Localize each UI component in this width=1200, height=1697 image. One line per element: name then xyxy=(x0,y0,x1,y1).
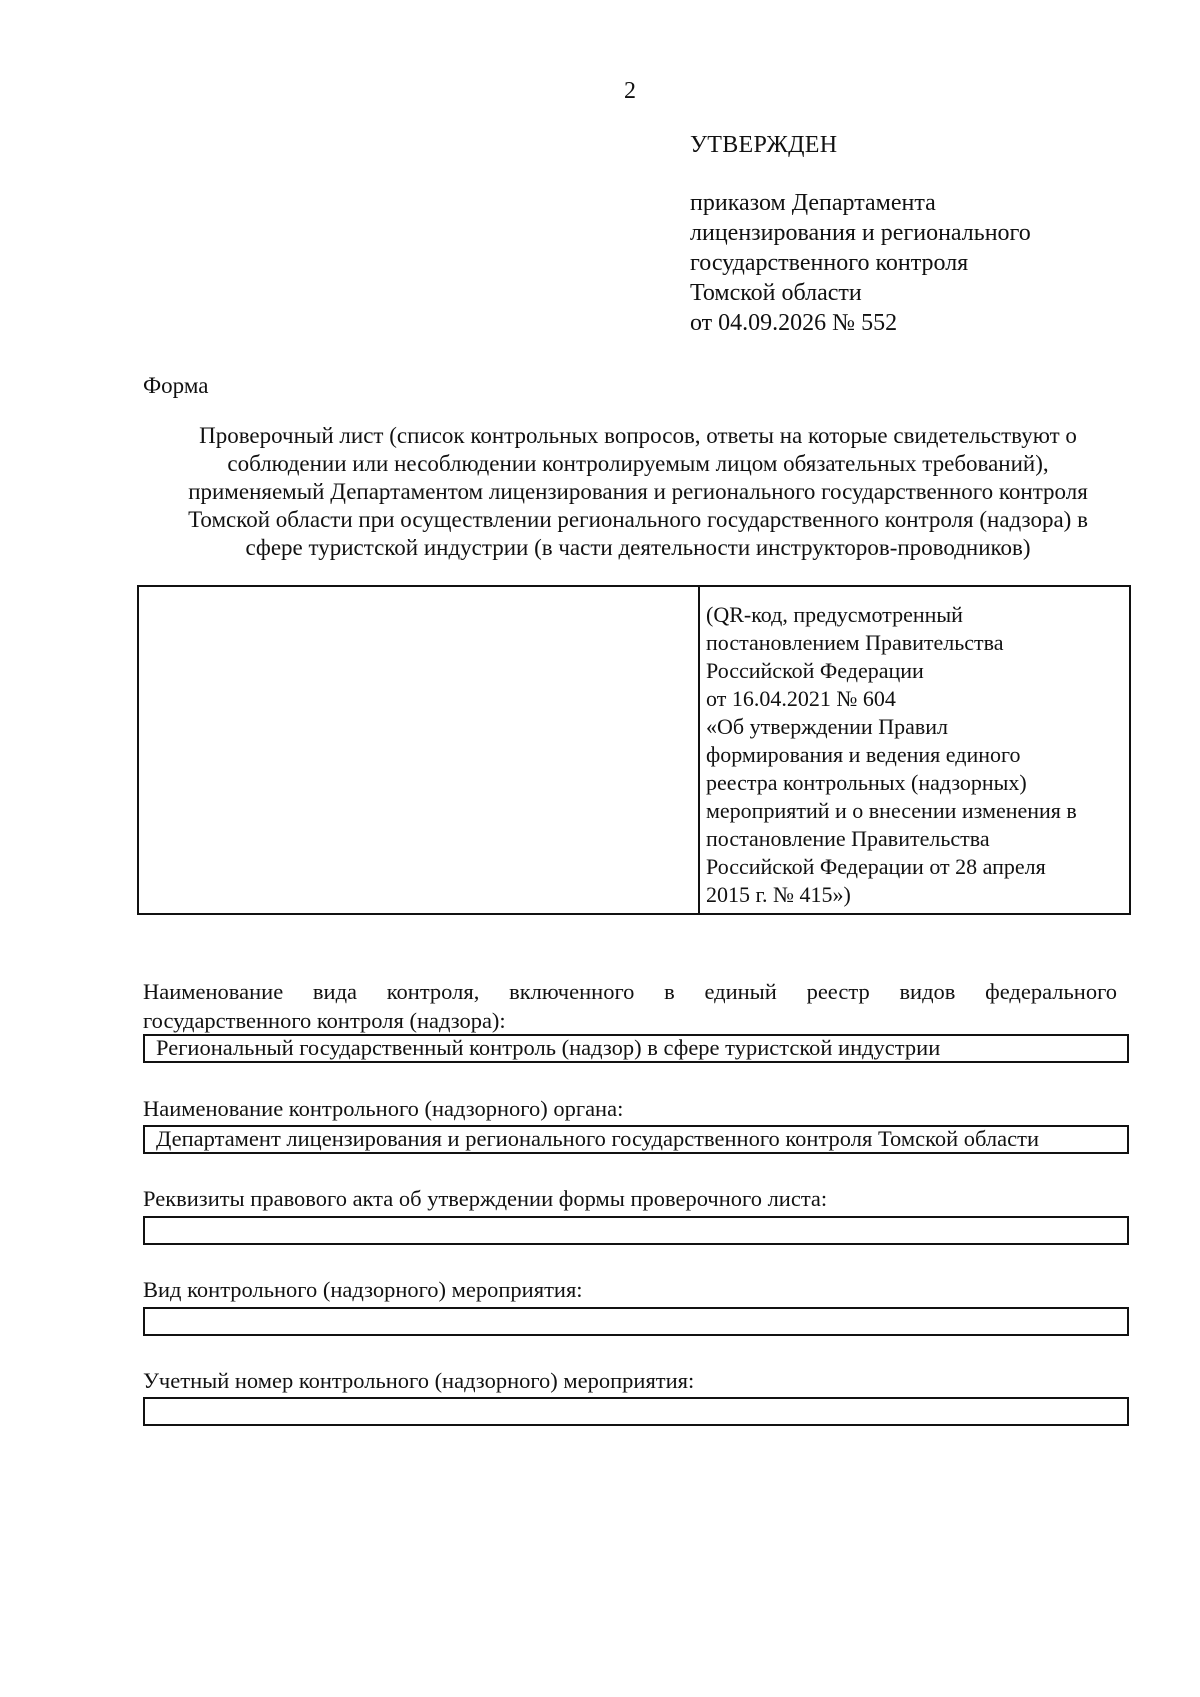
qr-code-note xyxy=(700,587,1129,913)
qr-note-line: формирования и ведения единого xyxy=(706,742,1021,767)
qr-note-line: (QR-код, предусмотренный xyxy=(706,602,963,627)
approval-line: приказом Департамента xyxy=(690,190,936,216)
document-title-line: соблюдении или несоблюдении контролируемым лицом обязательных требований), xyxy=(227,451,1049,476)
document-title-line: Томской области при осуществлении регионального государственного контроля (надзора) в xyxy=(188,507,1088,532)
control-body-field[interactable]: Департамент лицензирования и регионального государственного контроля Томской области xyxy=(143,1125,1129,1154)
qr-code-placeholder xyxy=(139,587,700,913)
qr-note-line: реестра контрольных (надзорных) xyxy=(706,770,1027,795)
control-body-label: Наименование контрольного (надзорного) органа: xyxy=(143,1096,624,1121)
qr-note-line: от 16.04.2021 № 604 xyxy=(706,686,896,711)
qr-note-line: постановление Правительства xyxy=(706,826,990,851)
control-type-label-line: Наименование вида контроля, включенного в единый реестр видов федерального xyxy=(143,979,1117,1004)
qr-note-line: Российской Федерации от 28 апреля xyxy=(706,854,1046,879)
document-title-line: сфере туристской индустрии (в части деятельности инструкторов-проводников) xyxy=(245,535,1031,560)
page-number: 2 xyxy=(624,78,636,104)
qr-note-line: «Об утверждении Правил xyxy=(706,714,948,739)
approval-title: УТВЕРЖДЕН xyxy=(690,132,838,158)
legal-act-field[interactable] xyxy=(143,1216,1129,1245)
qr-note-line: Российской Федерации xyxy=(706,658,924,683)
approval-block xyxy=(690,130,1031,338)
legal-act-label: Реквизиты правового акта об утверждении формы проверочного листа: xyxy=(143,1186,828,1211)
approval-line: лицензирования и регионального xyxy=(690,220,1031,246)
qr-note-line: постановлением Правительства xyxy=(706,630,1004,655)
approval-order-date-number: от 04.09.2026 № 552 xyxy=(690,310,898,336)
event-number-field[interactable] xyxy=(143,1397,1129,1426)
document-title-line: применяемый Департаментом лицензирования и регионального государственного контроля xyxy=(188,479,1088,504)
qr-note-line: 2015 г. № 415») xyxy=(706,882,851,907)
control-type-label xyxy=(143,977,1117,1035)
event-number-label: Учетный номер контрольного (надзорного) мероприятия: xyxy=(143,1368,695,1393)
form-label: Форма xyxy=(143,373,209,398)
document-title-line: Проверочный лист (список контрольных вопросов, ответы на которые свидетельствуют о xyxy=(199,423,1077,448)
qr-code-table xyxy=(137,585,1131,915)
approval-line: государственного контроля xyxy=(690,250,969,276)
control-type-field[interactable]: Региональный государственный контроль (надзор) в сфере туристской индустрии xyxy=(143,1034,1129,1063)
approval-line: Томской области xyxy=(690,280,862,306)
control-type-label-line: государственного контроля (надзора): xyxy=(143,1008,506,1033)
event-type-field[interactable] xyxy=(143,1307,1129,1336)
document-title xyxy=(143,422,1133,562)
qr-note-line: мероприятий и о внесении изменения в xyxy=(706,798,1077,823)
event-type-label: Вид контрольного (надзорного) мероприятия: xyxy=(143,1277,583,1302)
